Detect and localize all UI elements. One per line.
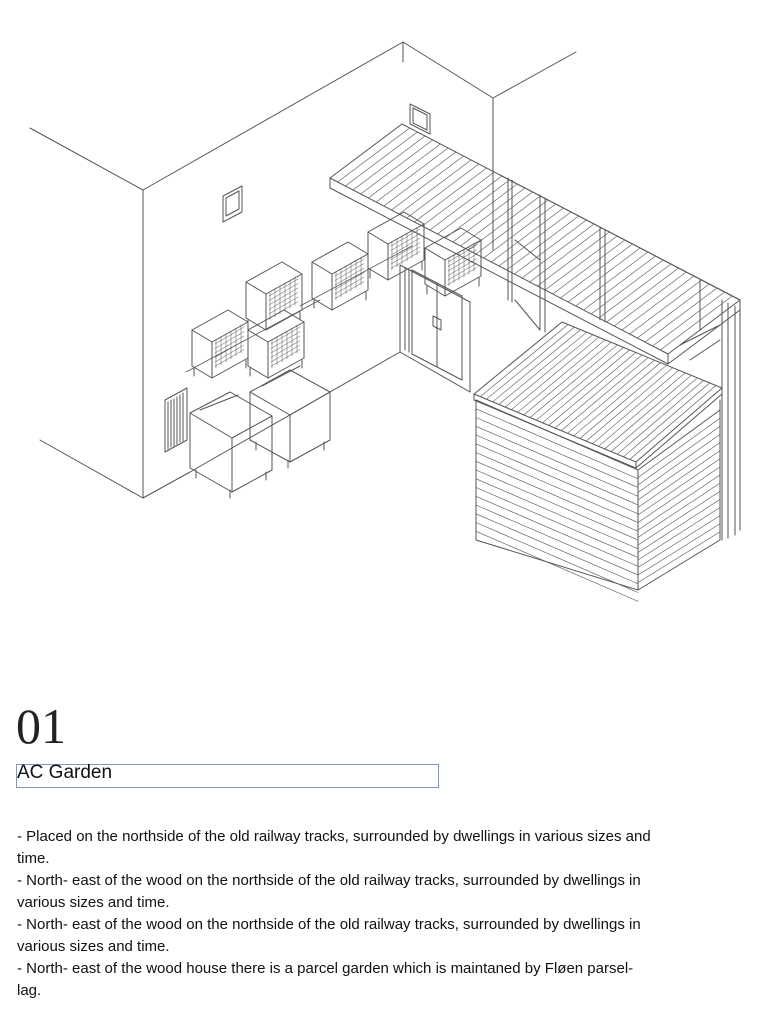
building-outline [30,42,576,498]
door-icon [405,268,462,380]
small-window-icon [223,186,242,222]
long-canopy-roof [330,124,740,364]
description-list [17,826,657,1002]
ac-unit-icon [312,242,368,310]
shed-roof [474,322,722,468]
list-item: - North- east of the wood house there is a parcel garden which is maintaned by Fløen parsel-lag. [17,960,634,999]
garden-shed [476,400,720,601]
wall-grille-icon [165,388,187,452]
list-item: - North- east of the wood on the northside of the old railway tracks, surrounded by dwellings in various sizes and time. [17,916,641,955]
list-item: - North- east of the wood on the northside of the old railway tracks, surrounded by dwellings in various sizes and time. [17,872,641,911]
bin-right-icon [250,366,330,468]
project-title: AC Garden [17,762,113,783]
ac-unit-icon [246,262,302,330]
ac-unit-icon [192,310,248,378]
list-item: - Placed on the northside of the old railway tracks, surrounded by dwellings in various sizes and time. [17,828,651,867]
pergola-structure [500,175,740,540]
project-number: 01 [16,698,66,754]
